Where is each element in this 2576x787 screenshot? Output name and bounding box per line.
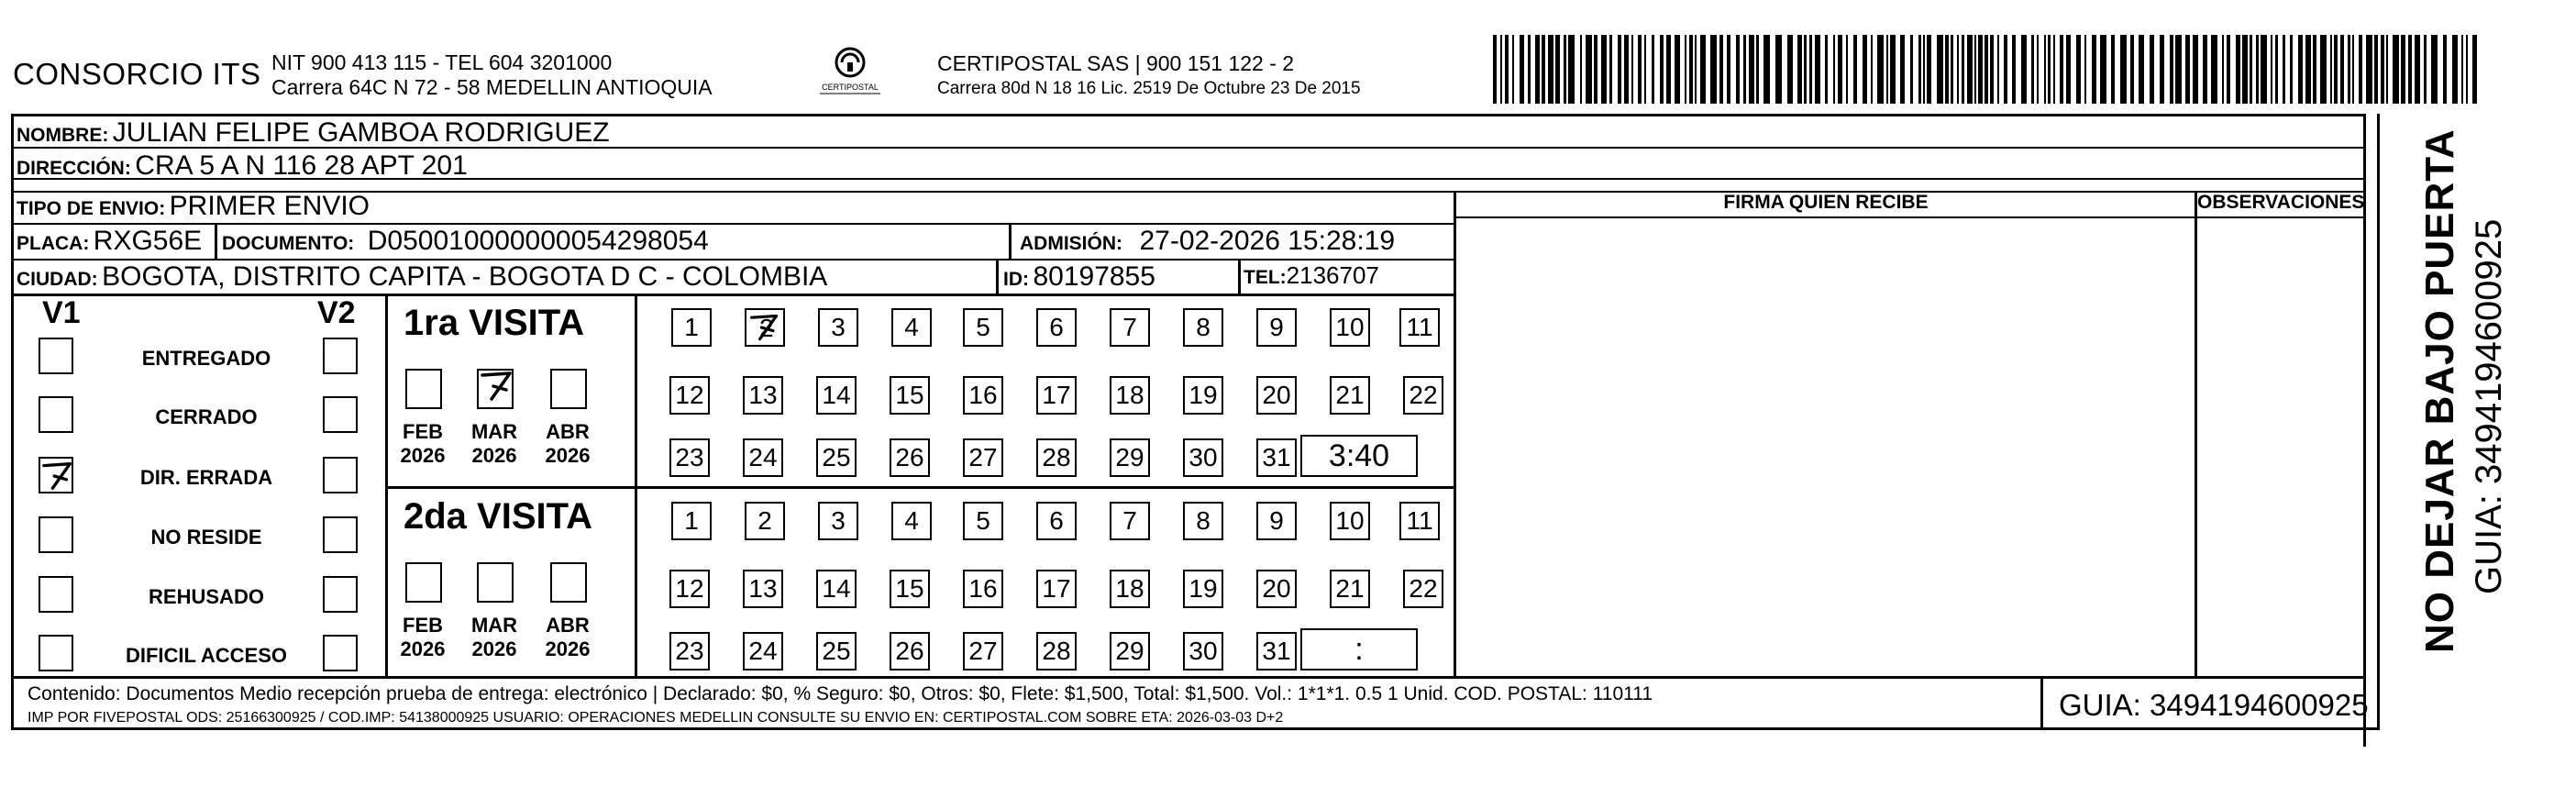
documento-label: DOCUMENTO: <box>222 233 355 254</box>
visit1-day-box[interactable]: 3 <box>818 308 858 347</box>
visit1-month-label <box>392 420 453 468</box>
id-label: ID: <box>1003 269 1029 290</box>
visit1-day-box[interactable]: 4 <box>891 308 932 347</box>
month-year: 2026 <box>471 444 517 467</box>
month-year: 2026 <box>400 444 446 467</box>
visit1-day-box[interactable]: 7 <box>1110 308 1150 347</box>
ciudad-label: CIUDAD: <box>17 269 98 290</box>
checklist-label: CERRADO <box>155 405 258 428</box>
visit1-day-box[interactable]: 1 <box>671 308 712 347</box>
nombre-row <box>17 117 610 149</box>
certipostal-info <box>937 50 1361 102</box>
visit2-day-box[interactable]: 16 <box>963 570 1003 608</box>
frame-outer-right <box>2377 114 2380 730</box>
visit2-time-box[interactable]: : <box>1300 628 1418 671</box>
admision-label: ADMISIÓN: <box>1020 233 1122 254</box>
tel-divider <box>1238 260 1241 294</box>
visit2-day-box[interactable]: 12 <box>669 570 710 608</box>
documento-cell <box>222 226 709 257</box>
id-cell <box>1003 261 1155 293</box>
placa-divider <box>215 225 217 260</box>
direccion-row <box>17 150 468 182</box>
certipostal-address: Carrera 80d N 18 16 Lic. 2519 De Octubre 23 De 2015 <box>937 79 1361 98</box>
visit2-day-box[interactable]: 10 <box>1330 502 1370 540</box>
checklist-label: DIFICIL ACCESO <box>125 644 287 667</box>
checklist-label: DIR. ERRADA <box>139 466 273 489</box>
visit1-day-box[interactable]: 29 <box>1110 438 1150 477</box>
visit2-day-box[interactable]: 21 <box>1330 570 1370 608</box>
visit1-day-box[interactable]: 14 <box>816 376 857 415</box>
visit2-day-box[interactable]: 4 <box>891 502 932 540</box>
checklist-label: ENTREGADO <box>141 347 271 370</box>
visit2-month-label <box>537 614 598 661</box>
visit1-day-box[interactable]: 18 <box>1110 376 1150 415</box>
tel-label: TEL: <box>1244 267 1287 288</box>
footer-imp: IMP POR FIVEPOSTAL ODS: 25166300925 / COD.IMP: 54138000925 USUARIO: OPERACIONES MEDELLIN CONSULTE SU ENVIO EN: CERTIPOSTAL.COM SOBRE ETA: 2026-03-03 D+2 <box>28 710 1284 726</box>
id-divider <box>996 260 999 294</box>
visit2-month-checkbox[interactable] <box>550 562 587 603</box>
ciudad-cell <box>17 261 827 293</box>
nit-line: NIT 900 413 115 - TEL 604 3201000 <box>271 50 613 74</box>
visit2-day-box[interactable]: 3 <box>818 502 858 540</box>
v2-checkbox[interactable] <box>323 635 358 671</box>
visit1-month-checkbox[interactable] <box>405 369 442 409</box>
visit1-day-box[interactable]: 17 <box>1036 376 1077 415</box>
v2-checkbox[interactable] <box>323 396 358 433</box>
visit2-month-label <box>464 614 525 661</box>
visit1-day-box[interactable]: 23 <box>669 438 710 477</box>
visit1-title: 1ra VISITA <box>404 303 585 343</box>
visit1-day-box[interactable]: 6 <box>1036 308 1077 347</box>
check-mark-icon <box>479 367 515 405</box>
month-name: FEB <box>403 614 443 637</box>
visit2-month-divider <box>635 489 637 677</box>
tel-cell <box>1244 261 1379 290</box>
visit2-day-box[interactable]: 6 <box>1036 502 1077 540</box>
visit2-day-box[interactable]: 30 <box>1183 632 1223 671</box>
visit2-day-box[interactable]: 13 <box>743 570 783 608</box>
col-divider-obs <box>2195 191 2197 677</box>
company-name: CONSORCIO ITS <box>13 57 261 91</box>
visit2-day-box[interactable]: 5 <box>963 502 1003 540</box>
no-dejar-bajo-puerta: NO DEJAR BAJO PUERTA <box>2417 128 2462 653</box>
v1-checkbox[interactable] <box>39 516 73 553</box>
side-guia: GUIA: 3494194600925 <box>2469 218 2509 594</box>
visit2-day-box[interactable]: 22 <box>1403 570 1443 608</box>
visit1-day-box[interactable]: 19 <box>1183 376 1223 415</box>
visit2-day-box[interactable]: 14 <box>816 570 857 608</box>
observaciones-header: OBSERVACIONES <box>2197 192 2365 213</box>
visit2-day-box[interactable]: 19 <box>1183 570 1223 608</box>
visit2-day-box[interactable]: 23 <box>669 632 710 671</box>
id-value: 80197855 <box>1033 261 1155 292</box>
direccion-value: CRA 5 A N 116 28 APT 201 <box>135 150 468 181</box>
col-divider-firma <box>1454 191 1456 677</box>
company-info <box>271 50 713 100</box>
visit1-month-divider <box>635 295 637 488</box>
month-year: 2026 <box>545 637 591 660</box>
certipostal-logo <box>814 44 886 101</box>
visit1-day-box[interactable]: 10 <box>1330 308 1370 347</box>
visit1-month-label <box>464 420 525 468</box>
nombre-label: NOMBRE: <box>17 125 109 146</box>
visit1-time-box[interactable]: 3:40 <box>1300 435 1418 477</box>
v2-header: V2 <box>317 295 356 330</box>
visit2-day-box[interactable]: 26 <box>890 632 930 671</box>
tipo-envio-label: TIPO DE ENVIO: <box>17 198 166 219</box>
v2-checkbox[interactable] <box>323 338 358 374</box>
admision-cell <box>1020 226 1395 257</box>
footer-top-line <box>11 676 2366 679</box>
frame-bottom <box>11 727 2377 730</box>
company-address: Carrera 64C N 72 - 58 MEDELLIN ANTIOQUIA <box>271 75 713 99</box>
tipo-envio-row <box>17 191 370 222</box>
v1-checkbox[interactable] <box>39 338 73 374</box>
visit1-day-box[interactable]: 13 <box>743 376 783 415</box>
checklist-label: REHUSADO <box>149 585 264 608</box>
col-head-line <box>1456 216 2364 218</box>
firma-header: FIRMA QUIEN RECIBE <box>1723 192 1929 213</box>
visit1-day-box[interactable]: 16 <box>963 376 1003 415</box>
placa-label: PLACA: <box>17 233 90 254</box>
month-name: MAR <box>470 614 518 637</box>
v2-checkbox[interactable] <box>323 516 358 553</box>
visit2-day-box[interactable]: 2 <box>745 502 785 540</box>
v2-checkbox[interactable] <box>323 457 358 493</box>
v2-checkbox[interactable] <box>323 576 358 613</box>
visit2-day-box[interactable]: 31 <box>1256 632 1297 671</box>
footer-guia: GUIA: 3494194600925 <box>2059 688 2369 722</box>
row-line-3 <box>11 223 1454 225</box>
visit1-month-label <box>537 420 598 468</box>
visit2-month-label <box>392 614 453 661</box>
documento-value: D050010000000054298054 <box>367 226 709 256</box>
check-mark-icon <box>40 459 75 493</box>
visit2-day-box[interactable]: 29 <box>1110 632 1150 671</box>
visit1-day-box[interactable]: 27 <box>963 438 1003 477</box>
visit1-day-box[interactable]: 22 <box>1403 376 1443 415</box>
visit2-day-box[interactable]: 28 <box>1036 632 1077 671</box>
visit1-day-box[interactable]: 21 <box>1330 376 1370 415</box>
month-name: ABR <box>546 614 590 637</box>
visit2-day-box[interactable]: 7 <box>1110 502 1150 540</box>
month-year: 2026 <box>545 444 591 467</box>
visit2-day-box[interactable]: 25 <box>816 632 857 671</box>
placa-value: RXG56E <box>93 226 203 256</box>
frame-left <box>11 114 14 730</box>
v1-checkbox[interactable] <box>39 396 73 433</box>
month-name: FEB <box>403 420 443 443</box>
nombre-value: JULIAN FELIPE GAMBOA RODRIGUEZ <box>112 117 610 148</box>
barcode <box>1493 35 2480 104</box>
check-mark-icon <box>748 310 781 345</box>
day-number: 2 <box>759 314 774 342</box>
month-year: 2026 <box>471 637 517 660</box>
visit1-day-box[interactable]: 8 <box>1183 308 1223 347</box>
visit1-day-box[interactable]: 5 <box>963 308 1003 347</box>
visit2-day-box[interactable]: 15 <box>890 570 930 608</box>
visit2-day-box[interactable]: 11 <box>1399 502 1440 540</box>
visit1-day-box[interactable]: 24 <box>743 438 783 477</box>
month-name: ABR <box>546 420 590 443</box>
visit1-day-box[interactable]: 30 <box>1183 438 1223 477</box>
visit2-day-box[interactable]: 1 <box>671 502 712 540</box>
month-name: MAR <box>470 420 518 443</box>
placa-cell <box>17 226 202 257</box>
visit1-month-checkbox[interactable] <box>550 369 587 409</box>
footer-guia-divider <box>2040 679 2043 729</box>
tipo-envio-value: PRIMER ENVIO <box>169 191 370 221</box>
logo-caption: CERTIPOSTAL <box>822 83 879 92</box>
ciudad-value: BOGOTA, DISTRITO CAPITA - BOGOTA D C - COLOMBIA <box>102 261 828 292</box>
direccion-label: DIRECCIÓN: <box>17 158 131 179</box>
visit2-month-checkbox[interactable] <box>405 562 442 603</box>
visit-divider <box>385 486 1454 489</box>
v1-checkbox[interactable] <box>39 635 73 671</box>
visit2-day-box[interactable]: 24 <box>743 632 783 671</box>
visit1-day-box[interactable]: 15 <box>890 376 930 415</box>
visit2-month-checkbox[interactable] <box>477 562 514 603</box>
visit1-day-box[interactable]: 28 <box>1036 438 1077 477</box>
tel-value: 2136707 <box>1286 261 1379 289</box>
visit2-day-box[interactable]: 17 <box>1036 570 1077 608</box>
certipostal-nit: CERTIPOSTAL SAS | 900 151 122 - 2 <box>937 51 1295 75</box>
admision-value: 27-02-2026 15:28:19 <box>1139 226 1396 256</box>
month-year: 2026 <box>400 637 446 660</box>
visit2-day-box[interactable]: 27 <box>963 632 1003 671</box>
visit2-day-box[interactable]: 18 <box>1110 570 1150 608</box>
visit1-day-box[interactable]: 20 <box>1256 376 1297 415</box>
admision-divider <box>1009 225 1012 260</box>
visit1-day-box[interactable]: 11 <box>1399 308 1440 347</box>
checklist-label: NO RESIDE <box>150 526 262 549</box>
visit2-day-box[interactable]: 9 <box>1256 502 1297 540</box>
visit2-title: 2da VISITA <box>404 496 592 537</box>
visit1-day-box[interactable]: 9 <box>1256 308 1297 347</box>
visit1-day-box[interactable]: 26 <box>890 438 930 477</box>
visit1-day-box[interactable]: 12 <box>669 376 710 415</box>
visit2-day-box[interactable]: 8 <box>1183 502 1223 540</box>
visit1-day-box[interactable]: 31 <box>1256 438 1297 477</box>
frame-top <box>11 114 2366 116</box>
visit2-day-box[interactable]: 20 <box>1256 570 1297 608</box>
visit1-day-box[interactable]: 25 <box>816 438 857 477</box>
v1-header: V1 <box>42 295 81 330</box>
v1-checkbox[interactable] <box>39 576 73 613</box>
footer-contenido: Contenido: Documentos Medio recepción prueba de entrega: electrónico | Declarado: $0, % Seguro: $0, Otros: $0, Flete: $1,500, Total: $1,500. Vol.: 1*1*1. 0.5 1 Unid. COD. POSTAL: 110111 <box>28 683 1653 704</box>
